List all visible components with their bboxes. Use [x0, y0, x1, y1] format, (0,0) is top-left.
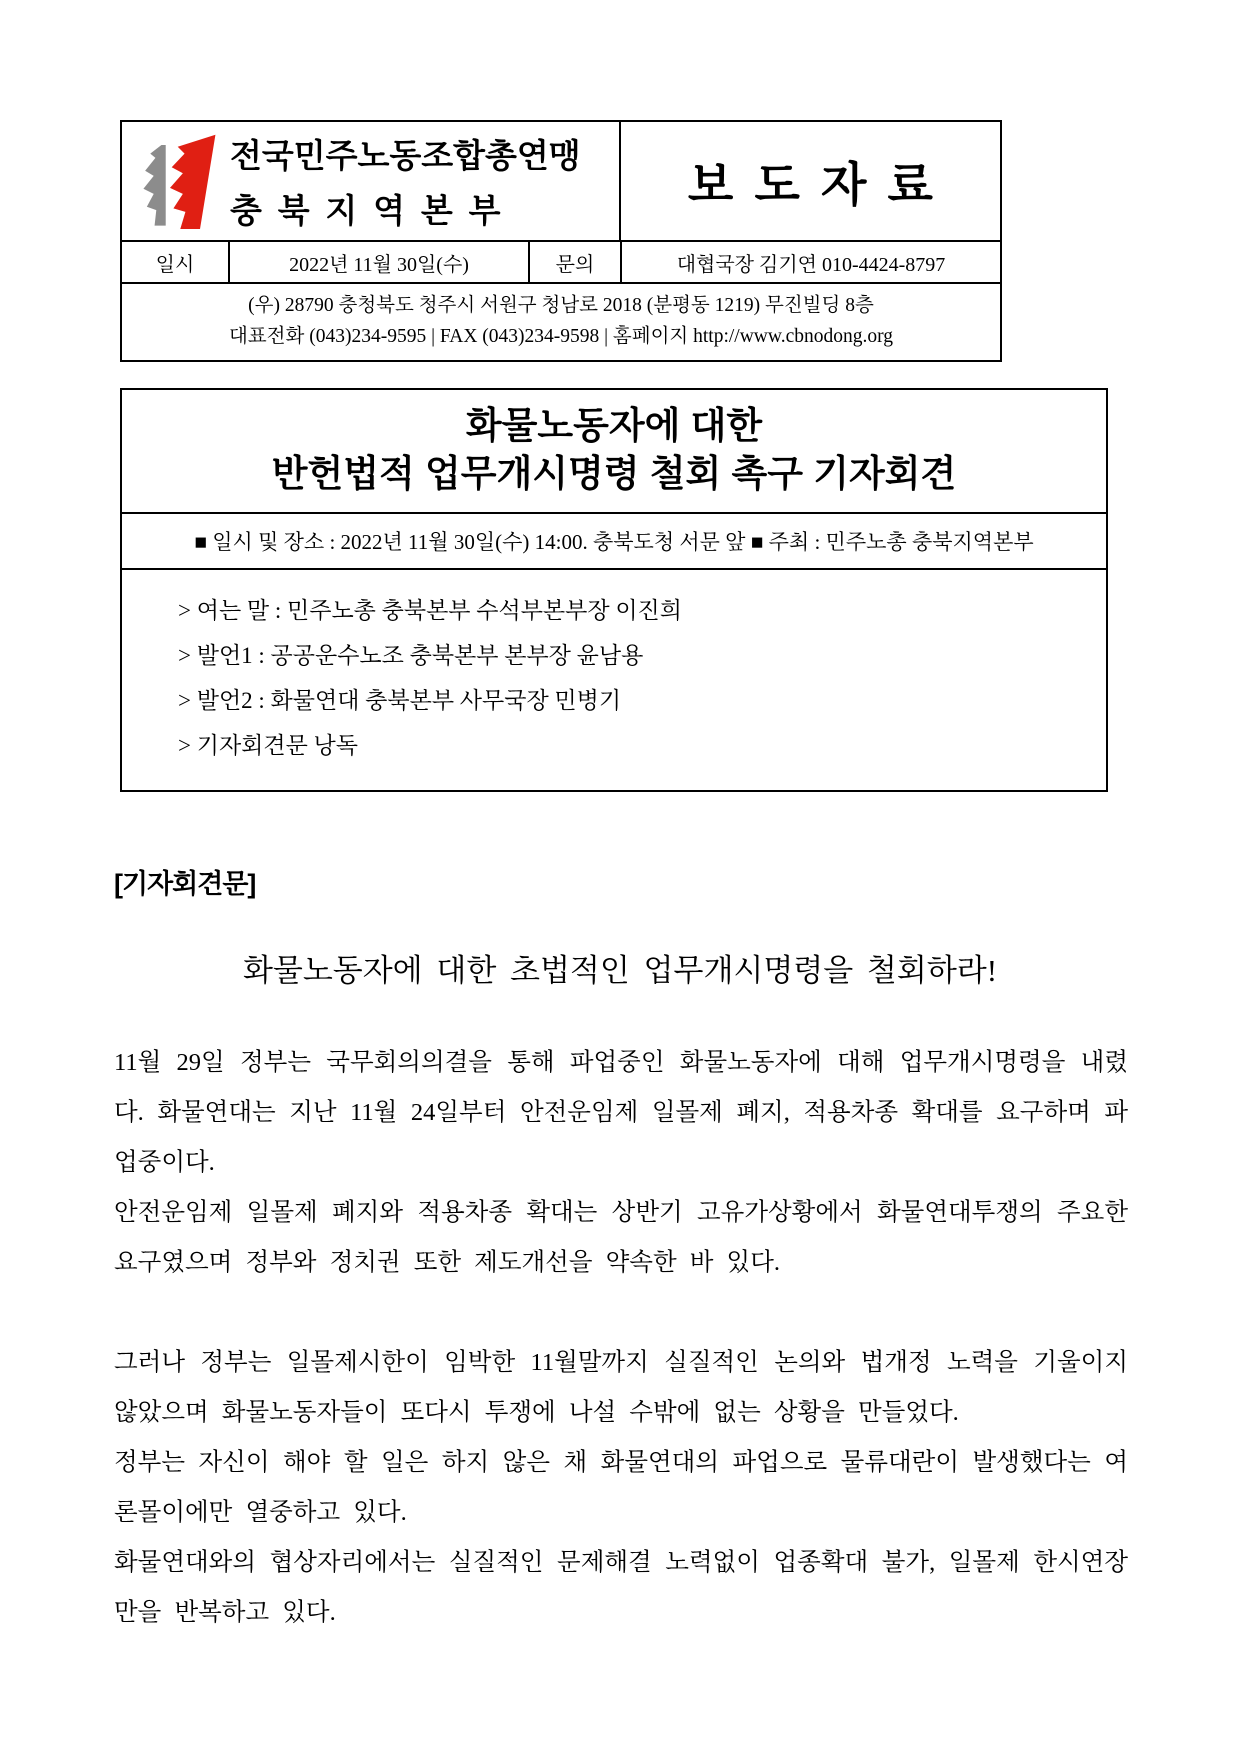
contact-value: 대협국장 김기연 010-4424-8797 [676, 253, 946, 276]
masthead-top-row [122, 122, 1000, 242]
masthead-table [120, 120, 1002, 362]
notice-title-line2: 반헌법적 업무개시명령 철회 촉구 기자회견 [271, 453, 957, 494]
statement-section-label: [기자회견문] [114, 869, 256, 899]
masthead-info-row [122, 242, 1000, 284]
statement-paragraph: 안전운임제 일몰제 폐지와 적용차종 확대는 상반기 고유가상황에서 화물연대투쟁의 주요한 요구였으며 정부와 정치권 또한 제도개선을 약속한 바 있다. [114, 1199, 1128, 1276]
statement-title: 화물노동자에 대한 초법적인 업무개시명령을 철회하라! [242, 953, 998, 988]
date-value: 2022년 11월 30일(수) [230, 242, 530, 282]
statement-paragraph: 11월 29일 정부는 국무회의의결을 통해 파업중인 화물노동자에 대해 업무개시명령을 내렸다. 화물연대는 지난 11월 24일부터 안전운임제 일몰제 폐지, 적용차종 확대를 요구하며 파업중이다. [114, 1049, 1128, 1176]
statement-body [114, 1038, 1128, 1638]
statement-paragraph: 그러나 정부는 일몰제시한이 임박한 11월말까지 실질적인 논의와 법개정 노력을 기울이지 않았으며 화물노동자들이 또다시 투쟁에 나설 수밖에 없는 상황을 만들었다. [114, 1349, 1128, 1426]
address-line: (우) 28790 충청북도 청주시 서원구 청남로 2018 (분평동 1219) 무진빌딩 8층 [248, 295, 874, 316]
org-names [230, 130, 609, 232]
agenda-list [122, 570, 1106, 790]
agenda-item-reading: > 기자회견문 낭독 [178, 733, 358, 758]
statement-paragraph: 정부는 자신이 해야 할 일은 하지 않은 채 화물연대의 파업으로 물류대란이 발생했다는 여론몰이에만 열중하고 있다. [114, 1449, 1128, 1526]
logo-gray-face-shape [143, 145, 165, 226]
contact-label: 문의 [530, 242, 622, 282]
date-label: 일시 [122, 242, 230, 282]
notice-title-line1: 화물노동자에 대한 [465, 405, 763, 446]
press-conference-notice-box [120, 388, 1108, 792]
org-identity-cell [122, 122, 621, 240]
statement-paragraph: 화물연대와의 협상자리에서는 실질적인 문제해결 노력없이 업종확대 불가, 일몰제 한시연장만을 반복하고 있다. [114, 1549, 1128, 1626]
phone-fax-homepage-line: 대표전화 (043)234-9595 | FAX (043)234-9598 | 홈페이지 http://www.cbnodong.org [228, 326, 894, 347]
schedule-and-host-line: ■ 일시 및 장소 : 2022년 11월 30일(수) 14:00. 충북도청 서문 앞 ■ 주최 : 민주노총 충북지역본부 [122, 514, 1106, 570]
notice-title [122, 390, 1106, 514]
org-name-line2: 충북지역본부 [230, 192, 517, 229]
kctu-logo-icon [130, 133, 222, 229]
masthead-address-block [122, 284, 1000, 360]
org-name-line1: 전국민주노동조합총연맹 [230, 137, 581, 174]
agenda-item-opening: > 여는 말 : 민주노총 충북본부 수석부본부장 이진희 [178, 598, 682, 623]
agenda-item-speech1: > 발언1 : 공공운수노조 충북본부 본부장 윤남용 [178, 643, 644, 668]
doc-type-title: 보도자료 [687, 157, 955, 211]
agenda-item-speech2: > 발언2 : 화물연대 충북본부 사무국장 민병기 [178, 688, 622, 713]
logo-red-face-shape [170, 135, 215, 229]
